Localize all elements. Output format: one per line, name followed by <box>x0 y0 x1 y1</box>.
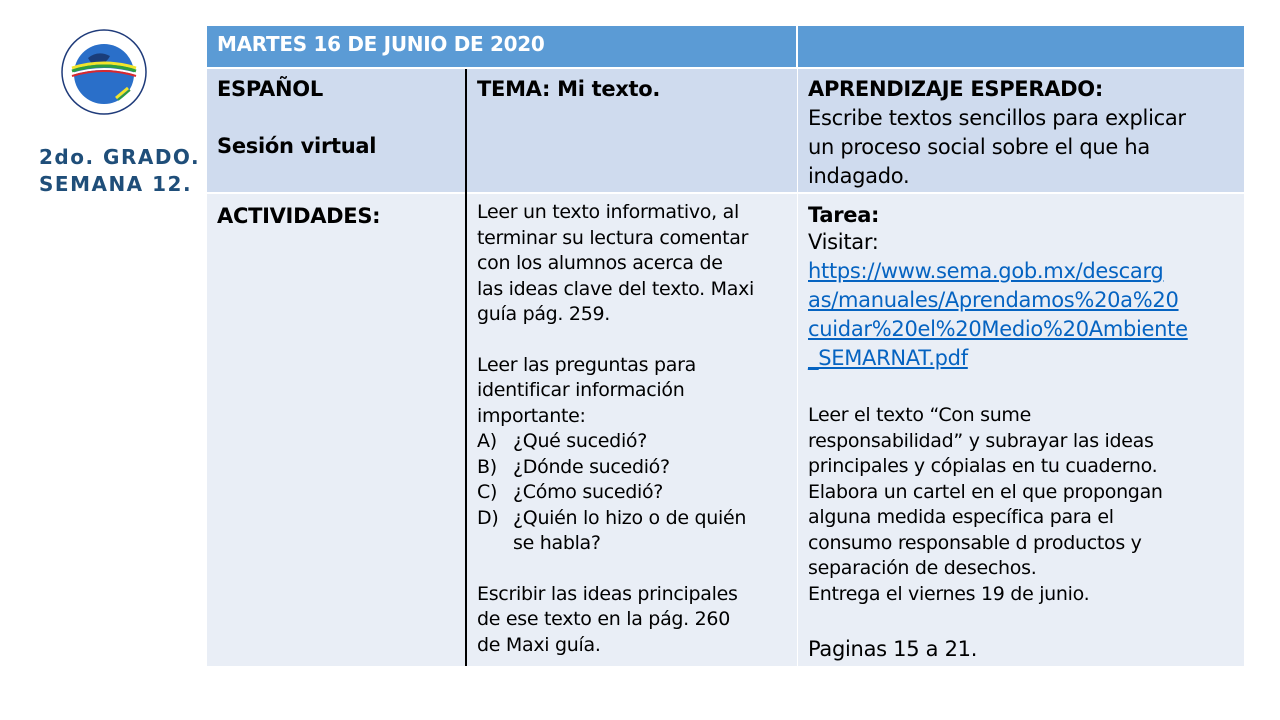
question-text-continued: se habla? <box>513 532 601 554</box>
activity-line: de ese texto en la pág. 260 <box>477 608 731 630</box>
activity-line: con los alumnos acerca de <box>477 252 723 274</box>
grade-label: 2do. GRADO. <box>39 145 201 169</box>
question-letter: D) <box>477 506 499 529</box>
question-letter: A) <box>477 430 497 452</box>
question-letter: C) <box>477 481 498 503</box>
homework-line: Elabora un cartel en el que propongan <box>808 480 1163 503</box>
activity-line: importante: <box>477 404 586 427</box>
expected-line: un proceso social sobre el que ha <box>808 135 1150 159</box>
question-letter: B) <box>477 455 497 478</box>
activity-line: guía pág. 259. <box>477 303 611 325</box>
question-text: ¿Dónde sucedió? <box>513 455 670 478</box>
activity-line: Escribir las ideas principales <box>477 582 738 605</box>
resource-link[interactable]: _SEMARNAT.pdf <box>808 346 968 370</box>
column-divider <box>465 69 467 666</box>
activity-line: las ideas clave del texto. Maxi <box>477 277 755 300</box>
activity-line: Leer un texto informativo, al <box>477 201 739 223</box>
homework-line: consumo responsable d productos y <box>808 531 1142 554</box>
question-item <box>477 506 787 532</box>
homework-cell <box>798 194 1244 666</box>
pages-note: Paginas 15 a 21. <box>808 637 978 661</box>
activity-line: de Maxi guía. <box>477 633 601 656</box>
activity-line: identificar información <box>477 379 685 401</box>
session-mode: Sesión virtual <box>217 134 377 158</box>
question-text: ¿Qué sucedió? <box>513 430 648 452</box>
topic-cell: TEMA: Mi texto. <box>467 69 797 192</box>
resource-link[interactable]: https://www.sema.gob.mx/descarg <box>808 259 1164 283</box>
resource-link[interactable]: as/manuales/Aprendamos%20a%20 <box>808 288 1179 312</box>
expected-learning-label: APRENDIZAJE ESPERADO: <box>808 77 1103 101</box>
homework-line: Entrega el viernes 19 de junio. <box>808 582 1090 605</box>
resource-link[interactable]: cuidar%20el%20Medio%20Ambiente <box>808 317 1188 341</box>
activity-line: terminar su lectura comentar <box>477 226 749 249</box>
homework-label: Tarea: <box>808 203 880 227</box>
subject-cell <box>207 69 466 192</box>
expected-line: indagado. <box>808 164 910 188</box>
activities-cell <box>467 194 797 666</box>
homework-line: Leer el texto “Con sume <box>808 404 1032 426</box>
homework-line: alguna medida específica para el <box>808 506 1114 528</box>
expected-line: Escribe textos sencillos para explicar <box>808 106 1186 130</box>
expected-learning-cell <box>798 69 1244 192</box>
week-label: SEMANA 12. <box>39 172 193 196</box>
homework-line: principales y cópialas en tu cuaderno. <box>808 455 1158 477</box>
question-text: ¿Quién lo hizo o de quién <box>513 506 747 529</box>
question-item <box>477 429 787 455</box>
grade-week-label <box>39 144 200 198</box>
date-header: MARTES 16 DE JUNIO DE 2020 <box>207 26 796 67</box>
activity-line: Leer las preguntas para <box>477 353 696 376</box>
question-text: ¿Cómo sucedió? <box>513 481 664 503</box>
school-logo <box>60 28 148 116</box>
activities-label: ACTIVIDADES: <box>207 194 466 666</box>
subject: ESPAÑOL <box>217 77 323 101</box>
header-empty-cell <box>798 26 1244 67</box>
visit-label: Visitar: <box>808 230 879 254</box>
homework-line: separación de desechos. <box>808 557 1037 579</box>
homework-line: responsabilidad” y subrayar las ideas <box>808 429 1154 452</box>
question-item <box>477 480 787 506</box>
question-item <box>477 455 787 481</box>
